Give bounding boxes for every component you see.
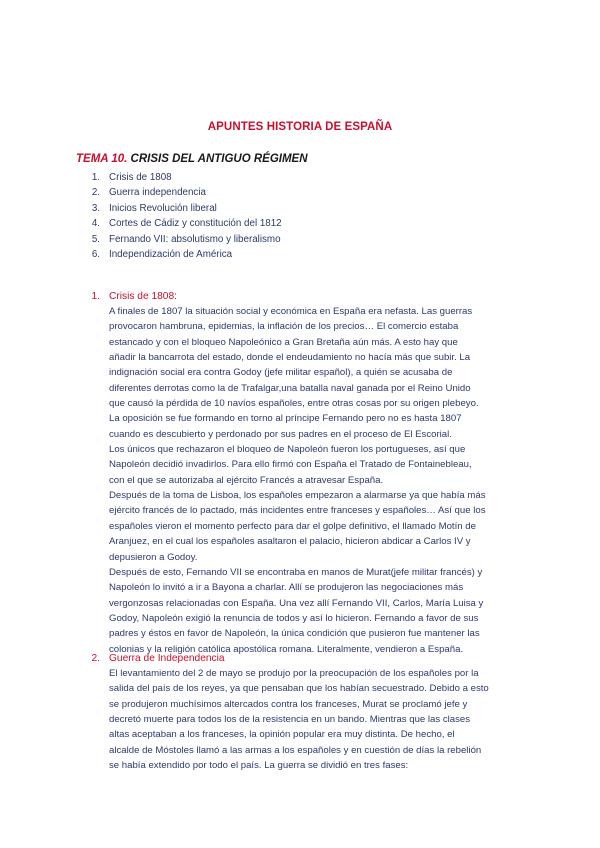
section-crisis-1808 bbox=[76, 289, 546, 657]
tema-title: CRISIS DEL ANTIGUO RÉGIMEN bbox=[130, 153, 308, 165]
toc-item-text: Fernando VII: absolutismo y liberalismo bbox=[109, 233, 281, 245]
paragraph-line: se produjeron muchísimos altercados contra los franceses, Murat se proclamó jefe y bbox=[109, 698, 468, 710]
paragraph-line: con el que se autorizaba al ejército Francés a atravesar España. bbox=[109, 474, 384, 486]
section-heading bbox=[76, 289, 546, 304]
tema-heading bbox=[76, 153, 308, 165]
section-title: Guerra de Independencia bbox=[109, 653, 225, 664]
paragraph-line: Napoleón decidió invadirlos. Para ello firmó con España el Tratado de Fontainebleau, bbox=[109, 459, 472, 471]
toc-item-text: Cortes de Cádiz y constitución del 1812 bbox=[109, 218, 282, 230]
paragraph-line: padres y éstos en favor de Napoleón, la única condición que pusieron fue mantener las bbox=[109, 628, 480, 640]
section-body bbox=[109, 304, 546, 657]
paragraph-line: se había extendido por todo el país. La guerra se dividió en tres fases: bbox=[109, 760, 409, 772]
toc-item bbox=[76, 201, 282, 216]
paragraph-line: indignación social era contra Godoy (jefe militar español), a quién se acusaba de bbox=[109, 367, 453, 379]
section-number: 1. bbox=[91, 291, 100, 302]
toc-item bbox=[76, 232, 282, 247]
paragraph-line: colonias y la religión católica apostólica romana. Literalmente, vendieron a España. bbox=[109, 643, 464, 655]
section-heading bbox=[76, 651, 546, 666]
toc-item-text: Crisis de 1808 bbox=[109, 172, 172, 183]
paragraph-line: provocaron hambruna, epidemias, la inflación de los precios… El comercio estaba bbox=[109, 321, 459, 333]
toc-item bbox=[76, 247, 282, 262]
toc-item bbox=[76, 185, 282, 200]
paragraph-line: que causó la pérdida de 10 navíos españoles, entre otras cosas por su origen plebeyo. bbox=[109, 398, 479, 410]
paragraph-line: salida del país de los reyes, ya que pensaban que los habían secuestrado. Debido a esto bbox=[109, 683, 489, 695]
section-guerra-independencia bbox=[76, 651, 546, 773]
paragraph-line: Después de la toma de Lisboa, los españoles empezaron a alarmarse ya que había más bbox=[109, 490, 486, 502]
paragraph-line: A finales de 1807 la situación social y económica en España era nefasta. Las guerras bbox=[109, 306, 473, 317]
toc-item-number: 2. bbox=[91, 187, 100, 199]
toc-item-text: Independización de América bbox=[109, 248, 233, 260]
paragraph-line: cuando es descubierto y perdonado por sus padres en el proceso de El Escorial. bbox=[109, 428, 452, 440]
toc-item bbox=[76, 216, 282, 231]
paragraph-line: El levantamiento del 2 de mayo se produjo por la preocupación de los españoles por la bbox=[109, 668, 479, 679]
paragraph-line: La oposición se fue formando en torno al príncipe Fernando pero no es hasta 1807 bbox=[109, 413, 462, 425]
paragraph-line: Los únicos que rechazaron el bloqueo de Napoleón fueron los portugueses, así que bbox=[109, 444, 466, 456]
toc-item bbox=[76, 170, 282, 185]
table-of-contents bbox=[76, 170, 282, 262]
paragraph-line: ejército francés de lo pactado, más incidentes entre franceses y españoles… Así que los bbox=[109, 505, 486, 517]
toc-item-number: 6. bbox=[91, 248, 100, 260]
toc-item-text: Inicios Revolución liberal bbox=[109, 202, 217, 214]
paragraph-line: Napoleón lo invitó a ir a Bayona a charlar. Allí se produjeron las negociaciones más bbox=[109, 582, 464, 594]
toc-item-text: Guerra independencia bbox=[109, 187, 206, 199]
paragraph-line: Godoy, Napoleón exigió la renuncia de todos y así lo hicieron. Fernando a favor de sus bbox=[109, 612, 479, 624]
paragraph-line: añadir la bancarrota del estado, donde el endeudamiento no hacía más que subir. La bbox=[109, 352, 471, 364]
paragraph-line: altas aceptaban a los franceses, la opinión popular era muy distinta. De hecho, el bbox=[109, 729, 455, 741]
paragraph-line: diferentes derrotas como la de Trafalgar,una batalla naval ganada por el Reino Unido bbox=[109, 382, 471, 394]
paragraph-line: vergonzosas relacionadas con España. Una vez allí Fernando VII, Carlos, María Luisa y bbox=[109, 597, 484, 609]
paragraph-line: españoles vieron el momento perfecto para dar el golpe definitivo, el llamado Motín de bbox=[109, 520, 476, 532]
section-number: 2. bbox=[91, 653, 100, 664]
toc-item-number: 5. bbox=[91, 233, 100, 245]
section-body bbox=[109, 666, 546, 773]
paragraph-line: estancado y con el bloqueo Napoleónico a Gran Bretaña aún más. A esto hay que bbox=[109, 336, 458, 348]
paragraph-line: alcalde de Móstoles llamó a las armas a los españoles y en cuestión de días la rebelión bbox=[109, 744, 482, 756]
paragraph-line: decretó muerte para todos los de la resistencia en un bando. Mientras que las clases bbox=[109, 714, 471, 726]
paragraph-line: Después de esto, Fernando VII se encontraba en manos de Murat(jefe militar francés) y bbox=[109, 566, 483, 578]
toc-item-number: 1. bbox=[91, 172, 100, 183]
toc-item-number: 3. bbox=[91, 202, 100, 214]
section-title: Crisis de 1808: bbox=[109, 291, 177, 302]
toc-item-number: 4. bbox=[91, 218, 100, 230]
paragraph-line: depusieron a Godoy. bbox=[109, 551, 198, 563]
document-title: APUNTES HISTORIA DE ESPAÑA bbox=[207, 121, 393, 133]
tema-label: TEMA 10. bbox=[76, 153, 128, 165]
paragraph-line: Aranjuez, en el cual los españoles asaltaron el palacio, hicieron abdicar a Carlos IV y bbox=[109, 536, 471, 548]
